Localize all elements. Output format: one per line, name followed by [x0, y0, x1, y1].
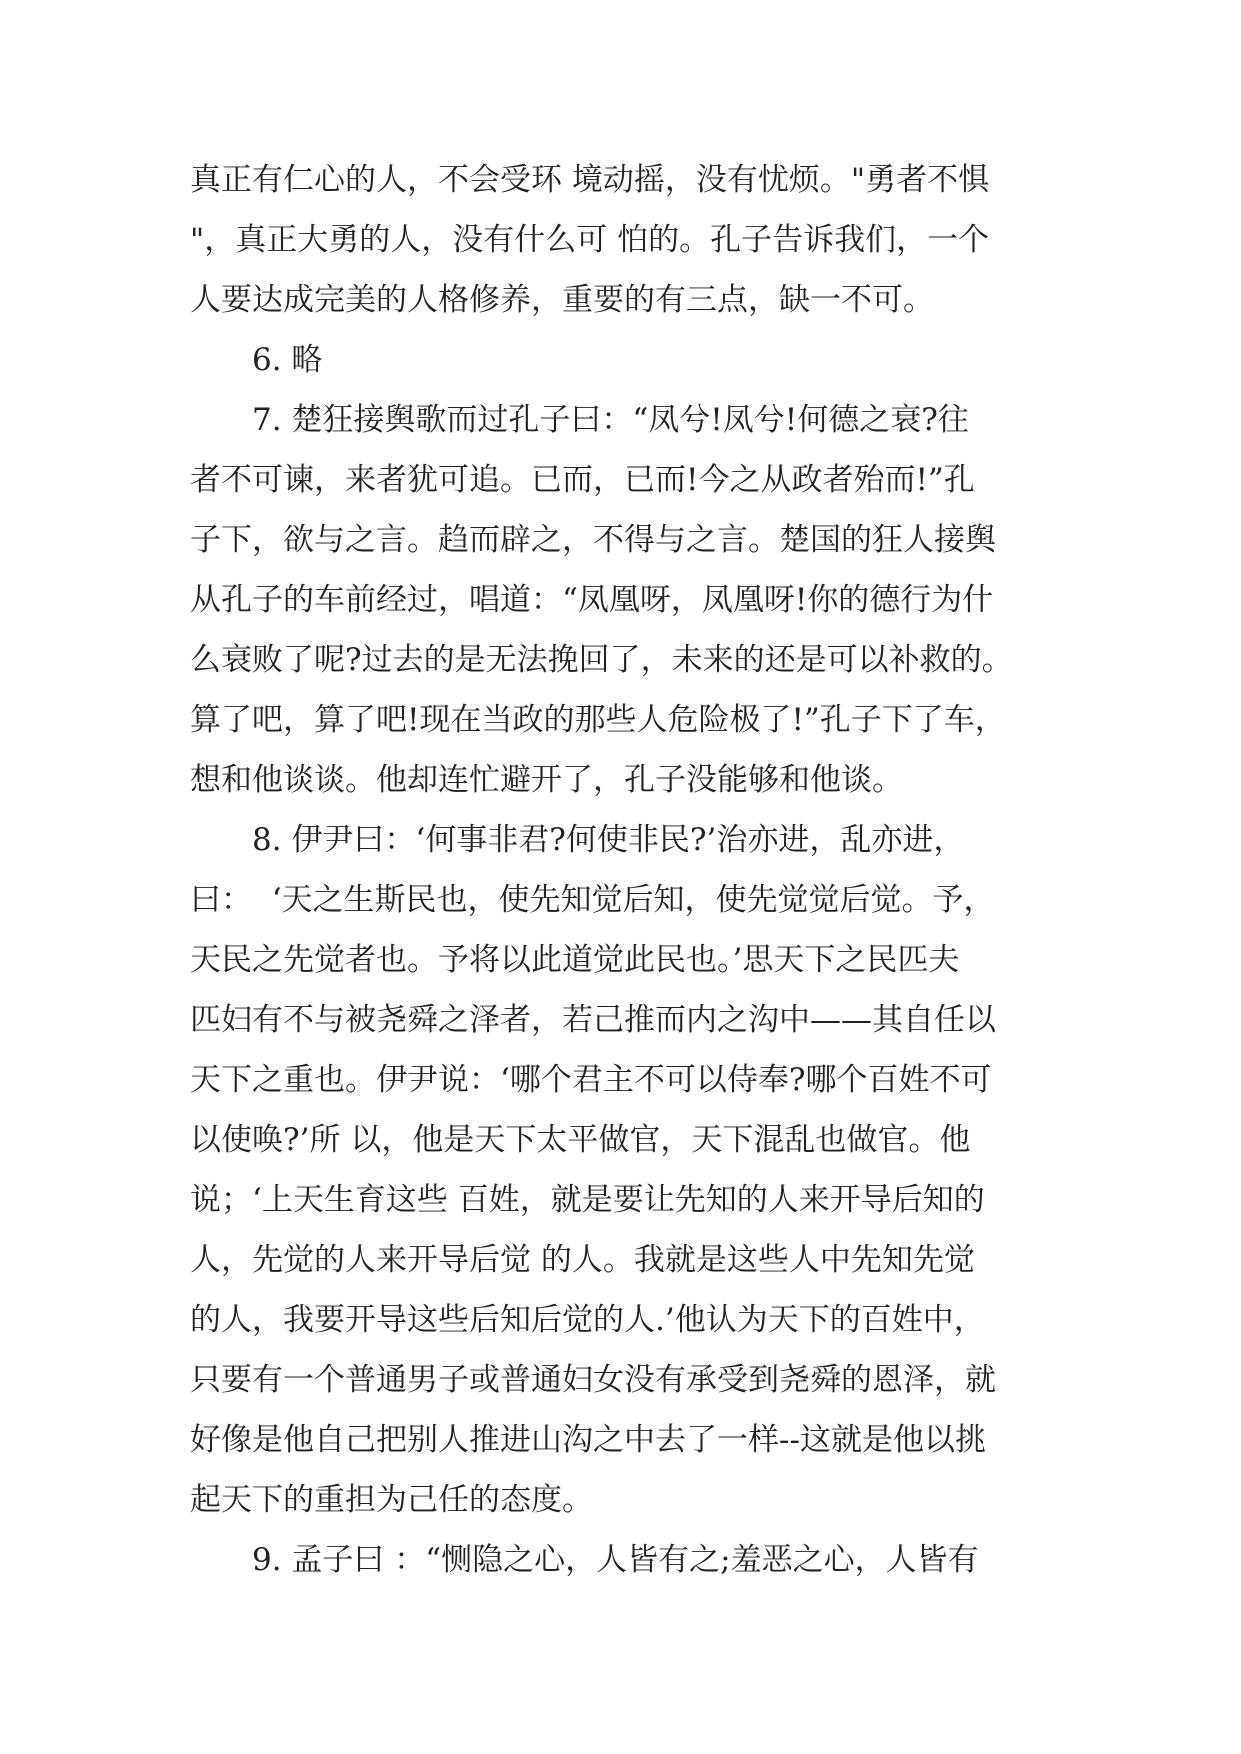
text-line: 天下之重也。伊尹说：‘哪个君主不可以侍奉?哪个百姓不可: [190, 1062, 992, 1098]
text-line: 8. 伊尹曰：‘何事非君?何使非民?’治亦进，乱亦进，: [252, 822, 965, 858]
text-line: "，真正大勇的人，没有什么可 怕的。孔子告诉我们，一个: [190, 222, 990, 258]
text-line: 者不可谏，来者犹可追。已而，已而!今之从政者殆而!”孔: [190, 462, 975, 498]
text-line: 6. 略: [252, 342, 323, 378]
text-line: 以使唤?’所 以，他是天下太平做官，天下混乱也做官。他: [190, 1122, 971, 1158]
text-line: 人要达成完美的人格修养，重要的有三点，缺一不可。: [190, 282, 934, 318]
text-line: 匹妇有不与被尧舜之泽者，若己推而内之沟中——其自任以: [190, 1002, 996, 1038]
text-line: 天民之先觉者也。予将以此道觉此民也。’思天下之民匹夫: [190, 942, 960, 978]
text-line: 9. 孟子曰 ：“恻隐之心，人皆有之;羞恶之心，人皆有: [252, 1542, 979, 1578]
text-line: 算了吧，算了吧!现在当政的那些人危险极了!”孔子下了车，: [190, 702, 1006, 738]
text-line: 人，先觉的人来开导后觉 的人。我就是这些人中先知先觉: [190, 1242, 975, 1278]
document-body: [190, 150, 1090, 1590]
text-line: 说；‘上天生育这些 百姓，就是要让先知的人来开导后知的: [190, 1182, 985, 1218]
text-line: 好像是他自己把别人推进山沟之中去了一样--这就是他以挑: [190, 1422, 986, 1458]
text-line: 只要有一个普通男子或普通妇女没有承受到尧舜的恩泽，就: [190, 1362, 996, 1398]
text-line: 曰： ‘天之生斯民也，使先知觉后知，使先觉觉后觉。予，: [190, 882, 995, 918]
text-line: 子下，欲与之言。趋而辟之，不得与之言。楚国的狂人接舆: [190, 522, 996, 558]
text-line: 么衰败了呢?过去的是无法挽回了，未来的还是可以补救的。: [190, 642, 1013, 678]
text-line: 从孔子的车前经过，唱道：“凤凰呀，凤凰呀!你的德行为什: [190, 582, 994, 618]
text-line: 起天下的重担为己任的态度。: [190, 1482, 593, 1518]
text-line: 7. 楚狂接舆歌而过孔子曰：“凤兮!凤兮!何德之衰?往: [252, 402, 969, 438]
text-line: 的人，我要开导这些后知后觉的人.’他认为天下的百姓中，: [190, 1302, 985, 1338]
text-line: 想和他谈谈。他却连忙避开了，孔子没能够和他谈。: [190, 762, 903, 798]
text-line: 真正有仁心的人，不会受环 境动摇，没有忧烦。"勇者不惧: [190, 162, 990, 198]
